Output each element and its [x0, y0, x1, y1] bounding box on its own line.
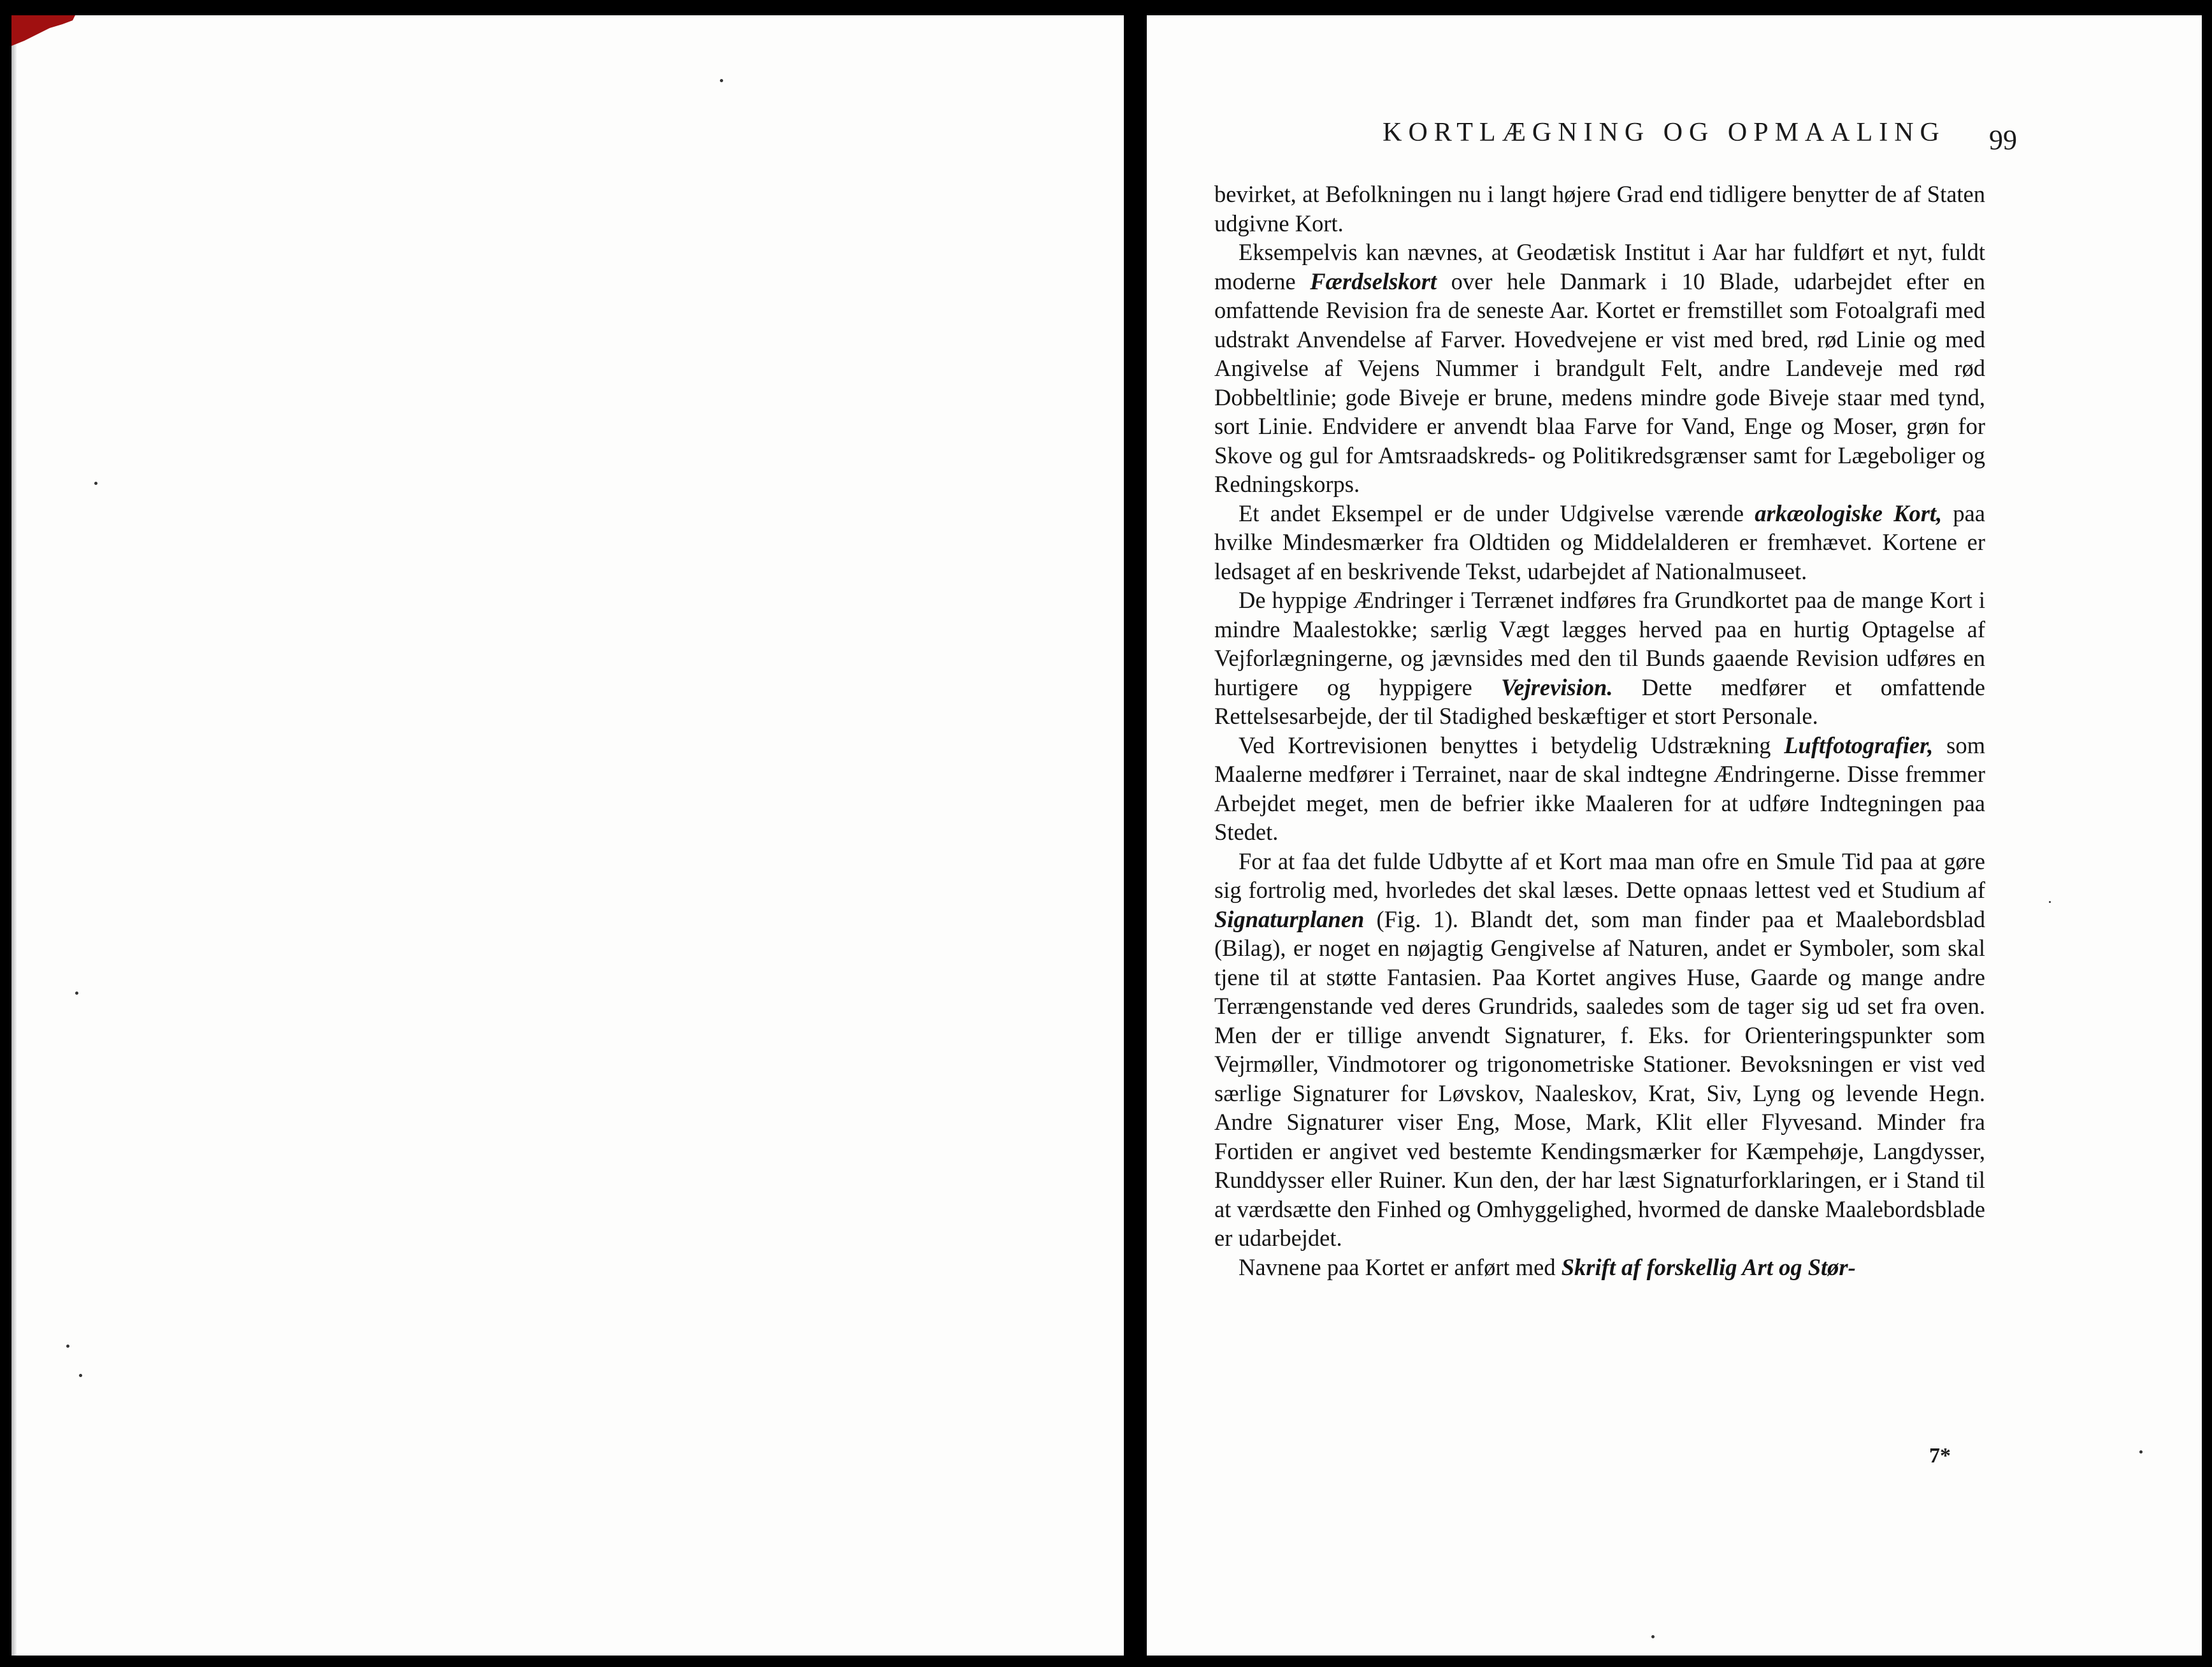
text-run: Eksempelvis kan nævnes, at Geodætisk Institut i Aar har fuldført et nyt, fuldt moderne: [1214, 239, 1985, 294]
paragraph: [1214, 586, 1985, 731]
right-page: [1147, 15, 2202, 1656]
red-ink-mark: [11, 15, 75, 47]
text-run: Dette medfører et omfattende Rettelsesarbejde, der til Stadighed beskæftiger et stort Personale.: [1214, 674, 1985, 729]
text-run: Navnene paa Kortet er anført med: [1239, 1253, 1562, 1280]
emphasized-term: Færdselskort: [1310, 268, 1437, 294]
page-number: 99: [1989, 124, 2017, 155]
signature-mark: 7*: [1929, 1444, 1951, 1468]
speck: [2139, 1450, 2143, 1454]
text-run: For at faa det fulde Udbytte af et Kort maa man ofre en Smule Tid paa at gøre sig fortrolig med, hvorledes det skal læses. Dette opnaas lettest ved et Studium af: [1214, 848, 1985, 903]
speck: [66, 1345, 69, 1348]
paragraph: [1214, 847, 1985, 1253]
speck: [94, 482, 97, 485]
emphasized-term: Skrift af forskellig Art og Stør-: [1561, 1253, 1856, 1280]
speck: [79, 1374, 82, 1377]
paragraph: [1214, 731, 1985, 847]
speck: [2049, 901, 2051, 903]
body-text: [1214, 180, 1985, 1281]
paragraph: [1214, 180, 1985, 238]
paragraph: [1214, 1253, 1985, 1282]
running-head: KORTLÆGNING OG OPMAALING: [1382, 118, 1946, 147]
speck: [720, 79, 723, 82]
text-run: som Maalerne medfører i Terrainet, naar de skal indtegne Ændringerne. Disse fremmer Arbejdet meget, men de befrier ikke Maaleren for at udføre Indtegningen paa Stedet.: [1214, 732, 1985, 845]
text-run: bevirket, at Befolkningen nu i langt højere Grad end tidligere benytter de af Staten udgivne Kort.: [1214, 181, 1985, 236]
emphasized-term: arkæologiske Kort,: [1755, 500, 1943, 526]
text-run: paa hvilke Mindesmærker fra Oldtiden og Middelalderen er fremhævet. Kortene er ledsaget af en beskrivende Tekst, udarbejdet af Nationalmuseet.: [1214, 500, 1986, 584]
speck: [75, 992, 78, 995]
paragraph: [1214, 238, 1985, 499]
text-run: (Fig. 1). Blandt det, som man finder paa et Maalebordsblad (Bilag), er noget en nøjagtig Gengivelse af Naturen, andet er Symboler, som skal tjene til at støtte Fantasien. Paa Kortet angives Huse, Gaarde og mange andre Terrængenstande ved deres Grundrids, saaledes som de tager sig ud set fra oven. Men der er tillige anvendt Signaturer, f. Eks. for Orienteringspunkter som Vejrmøller, Vindmotorer og trigonometriske Stationer. Bevoksningen er vist ved særlige Signaturer for Løvskov, Naaleskov, Krat, Siv, Lyng og levende Hegn. Andre Signaturer viser Eng, Mose, Mark, Klit eller Flyvesand. Minder fra Fortiden er angivet ved bestemte Kendingsmærker for Kæmpehøje, Langdysser, Runddysser eller Ruiner. Kun den, der har læst Signaturforklaringen, er i Stand til at værdsætte den Finhed og Omhyggelighed, hvormed de danske Maalebordsblade er udarbejdet.: [1214, 906, 1985, 1251]
text-run: Ved Kortrevisionen benyttes i betydelig Udstrækning: [1239, 732, 1785, 758]
emphasized-term: Signaturplanen: [1214, 906, 1365, 932]
paragraph: [1214, 499, 1985, 586]
speck: [1651, 1635, 1655, 1638]
text-run: over hele Danmark i 10 Blade, udarbejdet efter en omfattende Revision fra de seneste Aar. Kortet er fremstillet som Fotoalgrafi med udstrakt Anvendelse af Farver. Hovedvejene er vist med bred, rød Linie og med Angivelse af Vejens Nummer i brandgult Felt, andre Landeveje med rød Dobbeltlinie; gode Biveje er brune, medens mindre gode Biveje staar med tynd, sort Linie. Endvidere er anvendt blaa Farve for Vand, Enge og Moser, grøn for Skove og gul for Amtsraadskreds- og Politikredsgrænser samt for Lægeboliger og Redningskorps.: [1214, 268, 1985, 497]
text-run: Et andet Eksempel er de under Udgivelse værende: [1239, 500, 1755, 526]
page-edge-shading: [11, 15, 17, 1656]
left-page-blank: [11, 15, 1124, 1656]
emphasized-term: Luftfotografier,: [1784, 732, 1934, 758]
text-run: De hyppige Ændringer i Terrænet indføres fra Grundkortet paa de mange Kort i mindre Maalestokke; særlig Vægt lægges herved paa en hurtig Optagelse af Vejforlægningerne, og jævnsides med den til Bunds gaaende Revision udføres en hurtigere og hyppigere: [1214, 587, 1985, 700]
emphasized-term: Vejrevision.: [1501, 674, 1613, 700]
